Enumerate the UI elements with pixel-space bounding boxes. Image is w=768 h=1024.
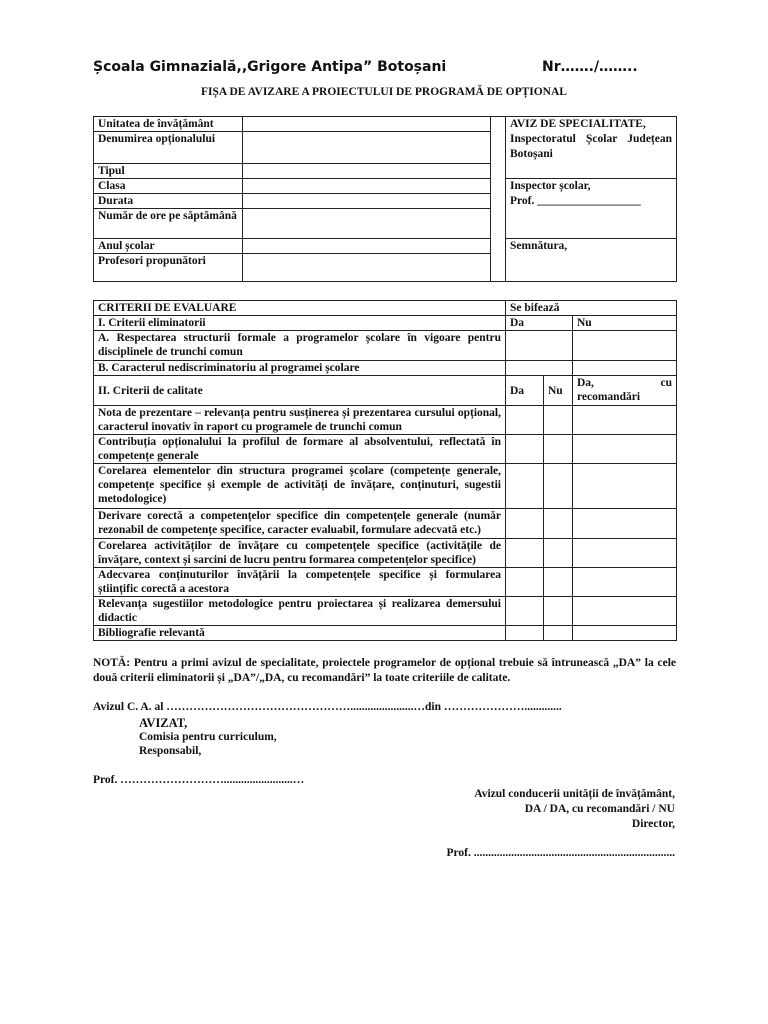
quality-da-header: Da <box>506 376 544 406</box>
quality-da-checkbox[interactable] <box>506 464 544 509</box>
value-tipul[interactable] <box>243 164 491 179</box>
value-numar-ore[interactable] <box>243 209 491 239</box>
quality-recom-checkbox[interactable] <box>573 435 677 464</box>
responsabil-label: Responsabil, <box>139 745 202 757</box>
quality-da-checkbox[interactable] <box>506 597 544 626</box>
quality-da-checkbox[interactable] <box>506 509 544 539</box>
value-denumirea[interactable] <box>243 132 491 164</box>
director-label: Director, <box>631 818 675 830</box>
label-durata: Durata <box>94 194 243 209</box>
responsabil-prof-line: Prof. ………………………........................… <box>93 774 305 786</box>
spacer-column <box>491 117 506 282</box>
quality-nu-checkbox[interactable] <box>544 435 573 464</box>
se-bifeaza-header: Se bifează <box>506 301 677 316</box>
value-unitatea[interactable] <box>243 117 491 132</box>
quality-da-checkbox[interactable] <box>506 626 544 641</box>
inspector-prof: Prof. __________________ <box>510 195 641 207</box>
note-text: NOTĂ: Pentru a primi avizul de specialitate, proiectele programelor de opțional trebuie să întrunească „DA” la cele două criterii eliminatorii și „DA”/„DA, cu recomandări” la toate criteriile de calitate. <box>93 657 676 684</box>
aviz-ca-line: Avizul C. A. al …………………………………………......................…din …………………............. <box>93 701 562 713</box>
elim-criterion-b: B. Caracterul nediscriminatoriu al programei școlare <box>94 361 506 376</box>
label-unitatea: Unitatea de învățământ <box>94 117 243 132</box>
document-number: Nr……./…….. <box>542 59 638 75</box>
label-numar-ore: Număr de ore pe săptămână <box>94 209 243 239</box>
inspector-cell <box>506 179 677 239</box>
quality-recom-checkbox[interactable] <box>573 626 677 641</box>
label-profesori: Profesori propunători <box>94 254 243 282</box>
quality-da-checkbox[interactable] <box>506 406 544 435</box>
elim-b-da-checkbox[interactable] <box>506 361 573 376</box>
inspectorat-name: Inspectoratul Școlar Județean Botoșani <box>510 133 672 160</box>
quality-da-checkbox[interactable] <box>506 568 544 597</box>
elim-a-nu-checkbox[interactable] <box>573 331 677 361</box>
label-denumirea: Denumirea opționalului <box>94 132 243 164</box>
quality-criterion: Relevanța sugestiilor metodologice pentru proiectarea și realizarea demersului didactic <box>94 597 506 626</box>
quality-criterion: Contribuția opționalului la profilul de formare al absolventului, reflectată în competențe generale <box>94 435 506 464</box>
inspector-label: Inspector școlar, <box>510 180 591 192</box>
quality-nu-header: Nu <box>544 376 573 406</box>
quality-recom-checkbox[interactable] <box>573 406 677 435</box>
label-tipul: Tipul <box>94 164 243 179</box>
semnatura-cell <box>506 239 677 282</box>
director-prof-line: Prof. ...................................................................... <box>446 847 675 859</box>
quality-criterion: Bibliografie relevantă <box>94 626 506 641</box>
quality-criterion: Corelarea activităților de învățare cu competențele specifice (activitățile de învățare, context și sarcini de lucru pentru formarea competențelor specifice) <box>94 539 506 568</box>
value-durata[interactable] <box>243 194 491 209</box>
page-title: FIȘA DE AVIZARE A PROIECTULUI DE PROGRAMĂ DE OPȚIONAL <box>201 86 567 98</box>
school-name: Școala Gimnazială,,Grigore Antipa” Botoșani <box>93 59 447 75</box>
elim-da-header: Da <box>506 316 573 331</box>
conducere-options: DA / DA, cu recomandări / NU <box>524 803 675 815</box>
elim-criterion-a: A. Respectarea structurii formale a programelor școlare în vigoare pentru disciplinele de trunchi comun <box>94 331 506 361</box>
section-calitate: II. Criterii de calitate <box>94 376 506 406</box>
quality-nu-checkbox[interactable] <box>544 539 573 568</box>
quality-nu-checkbox[interactable] <box>544 597 573 626</box>
quality-recom-checkbox[interactable] <box>573 509 677 539</box>
quality-da-checkbox[interactable] <box>506 539 544 568</box>
quality-recom-checkbox[interactable] <box>573 539 677 568</box>
quality-criterion: Adecvarea conținuturilor învățării la competențele specifice și formularea științific corectă a acestora <box>94 568 506 597</box>
aviz-title: AVIZ DE SPECIALITATE, <box>510 118 646 130</box>
quality-nu-checkbox[interactable] <box>544 464 573 509</box>
elim-b-nu-checkbox[interactable] <box>573 361 677 376</box>
elim-nu-header: Nu <box>573 316 677 331</box>
quality-nu-checkbox[interactable] <box>544 406 573 435</box>
semnatura-label: Semnătura, <box>510 240 568 252</box>
quality-criterion: Nota de prezentare – relevanța pentru susținerea și prezentarea cursului opțional, caracterul inovativ în raport cu programele de trunchi comun <box>94 406 506 435</box>
quality-nu-checkbox[interactable] <box>544 509 573 539</box>
value-anul-scolar[interactable] <box>243 239 491 254</box>
quality-criterion: Corelarea elementelor din structura programei școlare (competențe generale, competențe specifice și exemple de activități de învățare, conținuturi, sugestii metodologice) <box>94 464 506 509</box>
criteria-header: CRITERII DE EVALUARE <box>94 301 506 316</box>
aviz-cell <box>506 117 677 179</box>
value-clasa[interactable] <box>243 179 491 194</box>
quality-recom-checkbox[interactable] <box>573 464 677 509</box>
quality-da-checkbox[interactable] <box>506 435 544 464</box>
quality-nu-checkbox[interactable] <box>544 626 573 641</box>
optional-info-table <box>93 116 677 282</box>
value-profesori[interactable] <box>243 254 491 282</box>
quality-nu-checkbox[interactable] <box>544 568 573 597</box>
quality-recom-checkbox[interactable] <box>573 597 677 626</box>
comisia-label: Comisia pentru curriculum, <box>139 731 277 743</box>
elim-a-da-checkbox[interactable] <box>506 331 573 361</box>
criteria-table <box>93 300 677 641</box>
avizat-label: AVIZAT, <box>139 716 188 730</box>
label-anul-scolar: Anul școlar <box>94 239 243 254</box>
section-eliminatorii: I. Criterii eliminatorii <box>94 316 506 331</box>
label-clasa: Clasa <box>94 179 243 194</box>
conducere-title: Avizul conducerii unității de învățământ, <box>474 788 675 800</box>
quality-recom-checkbox[interactable] <box>573 568 677 597</box>
quality-criterion: Derivare corectă a competențelor specifice din competențele generale (număr rezonabil de competențe specifice, caracter evaluabil, formulare adecvată etc.) <box>94 509 506 539</box>
quality-da-recom-header: Da, cu recomandări <box>573 376 677 406</box>
